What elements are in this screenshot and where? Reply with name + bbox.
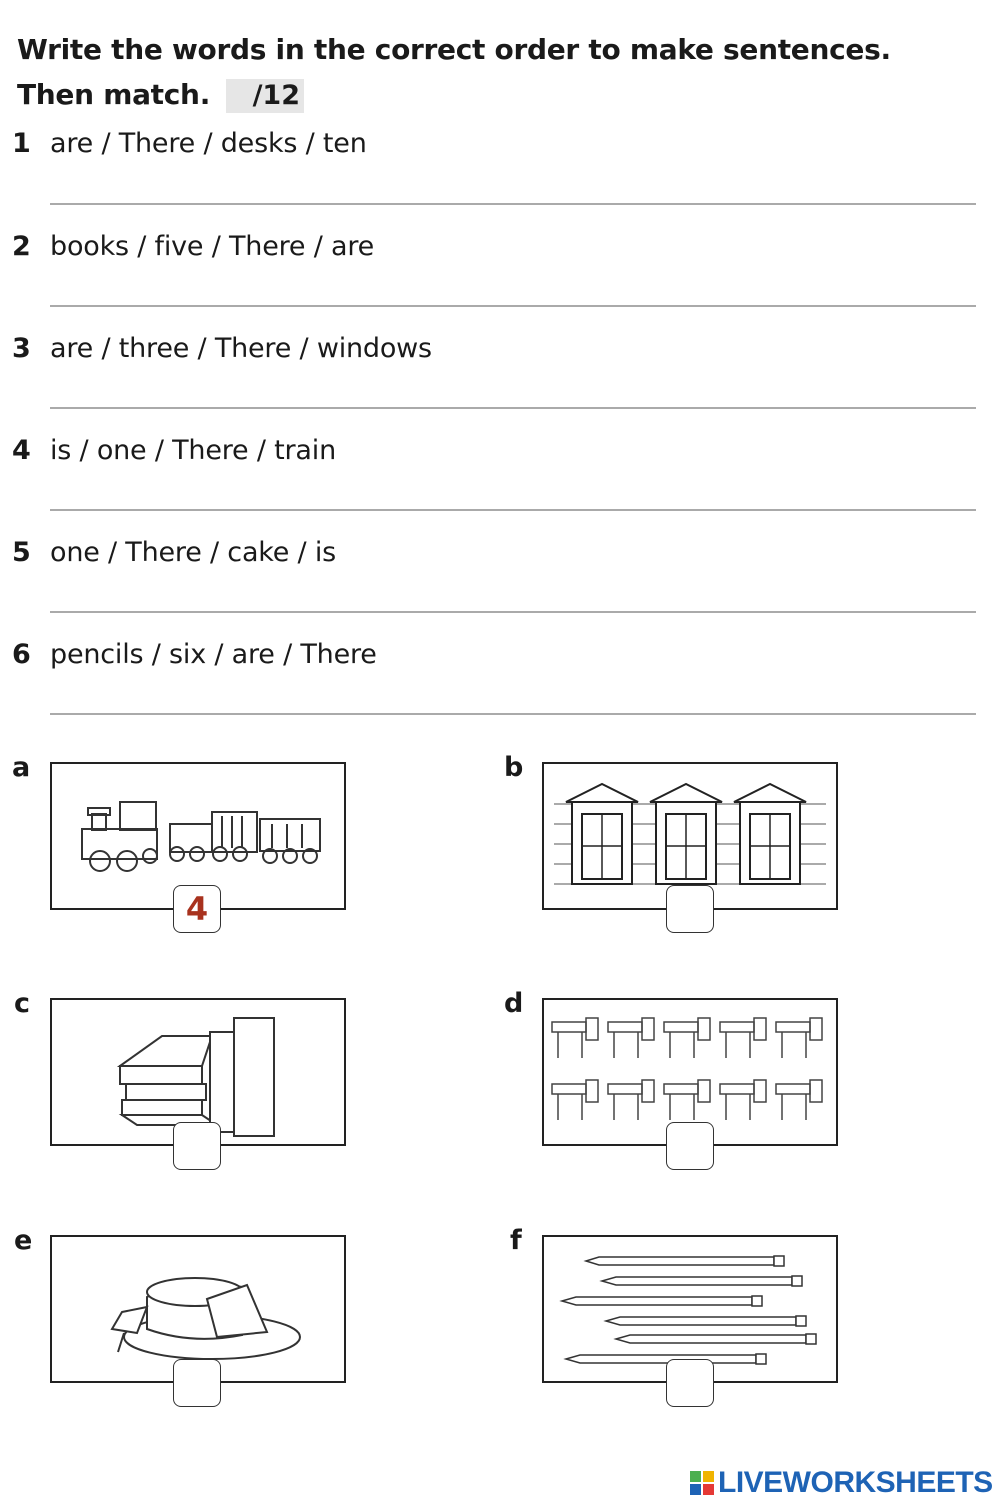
picture-letter: f (510, 1225, 522, 1256)
answer-box-d[interactable] (666, 1122, 714, 1170)
question-words: pencils / six / are / There (50, 639, 377, 670)
blocks-icon (690, 1471, 714, 1495)
answer-input-6[interactable] (50, 713, 976, 715)
answer-input-5[interactable] (50, 611, 976, 613)
instruction-title: Write the words in the correct order to make sentences. (17, 33, 891, 66)
question-number: 4 (12, 435, 31, 466)
question-words: is / one / There / train (50, 435, 336, 466)
picture-letter: b (504, 752, 524, 783)
question-number: 3 (12, 333, 31, 364)
question-number: 1 (12, 128, 31, 159)
question-words: are / There / desks / ten (50, 128, 367, 159)
picture-letter: d (504, 988, 524, 1019)
picture-letter: e (14, 1225, 33, 1256)
answer-box-a[interactable]: 4 (173, 885, 221, 933)
instruction-subtitle: Then match. (17, 78, 211, 111)
answer-box-e[interactable] (173, 1359, 221, 1407)
picture-letter: a (12, 752, 31, 783)
question-words: one / There / cake / is (50, 537, 337, 568)
answer-input-3[interactable] (50, 407, 976, 409)
answer-input-1[interactable] (50, 203, 976, 205)
logo-text: LIVEWORKSHEETS (718, 1466, 993, 1499)
answer-box-c[interactable] (173, 1122, 221, 1170)
answer-box-f[interactable] (666, 1359, 714, 1407)
question-words: are / three / There / windows (50, 333, 432, 364)
question-number: 5 (12, 537, 31, 568)
answer-input-4[interactable] (50, 509, 976, 511)
answer-box-b[interactable] (666, 885, 714, 933)
score-badge: /12 (226, 79, 304, 113)
question-number: 2 (12, 231, 31, 262)
answer-input-2[interactable] (50, 305, 976, 307)
question-number: 6 (12, 639, 31, 670)
liveworksheets-logo (690, 1466, 993, 1500)
question-words: books / five / There / are (50, 231, 375, 262)
picture-letter: c (14, 988, 31, 1019)
